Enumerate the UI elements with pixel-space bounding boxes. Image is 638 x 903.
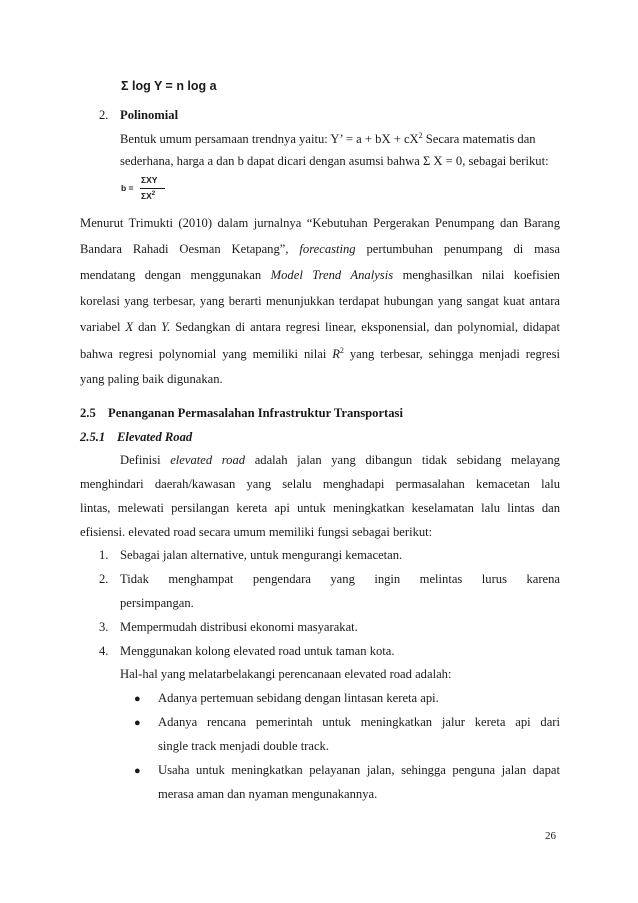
section-number-2-5-1: 2.5.1: [80, 430, 106, 444]
trimukti-6-sup: 2: [339, 346, 344, 355]
polinomial-text-1b: Secara matematis dan: [422, 132, 536, 147]
subsection-title-polinomial: Polinomial: [120, 108, 179, 122]
list-item-text: Sebagai jalan alternative, untuk mengurangi kemacetan.: [120, 548, 403, 562]
trimukti-line-7: yang paling baik digunakan.: [80, 372, 223, 386]
trimukti-line-2: [80, 242, 560, 257]
trimukti-6a: bahwa regresi polynomial yang memiliki nilai: [80, 347, 333, 362]
trimukti-3c: menghasilkan nilai koefisien: [393, 268, 560, 282]
trimukti-line-5: [80, 320, 560, 335]
trimukti-2a: Bandara Rahadi Oesman Ketapang”,: [80, 242, 300, 256]
page-number: 26: [545, 830, 556, 842]
denominator-sup: 2: [151, 191, 156, 198]
formula-sum-log: Σ log Y = n log a: [121, 79, 217, 93]
trimukti-5c: dan: [133, 320, 162, 334]
list-item-number: 2.: [99, 572, 109, 586]
background-intro: Hal-hal yang melatarbelakangi perencanaan elevated road adalah:: [120, 667, 452, 681]
list-item-number: 3.: [99, 620, 109, 634]
polinomial-text-1a: Bentuk umum persamaan trendnya yaitu: Y’ = a + bX + cX: [120, 132, 419, 147]
definisi-line-4: efisiensi. elevated road secara umum memiliki fungsi sebagai berikut:: [80, 525, 433, 539]
section-title-2-5: Penanganan Permasalahan Infrastruktur Transportasi: [108, 406, 403, 420]
bullet-icon: ●: [134, 717, 141, 729]
denominator-text: ΣX: [141, 191, 152, 201]
definisi-1b-italic: elevated road: [170, 453, 246, 467]
bullet-icon: ●: [134, 765, 141, 777]
trimukti-line-1: Menurut Trimukti (2010) dalam jurnalnya “Kebutuhan Pergerakan Penumpang dan Barang: [80, 216, 560, 230]
list-item-number: 1.: [99, 548, 109, 562]
formula-b-numerator: ΣXY: [141, 175, 158, 185]
definisi-line-2: menghindari daerah/kawasan yang selalu menghadapi permasalahan kemacetan lalu: [80, 477, 560, 491]
trimukti-line-6: [80, 346, 560, 362]
section-title-2-5-1: Elevated Road: [117, 430, 193, 444]
trimukti-5a: variabel: [80, 320, 126, 334]
list-number-polinomial: 2.: [99, 108, 109, 122]
definisi-line-1: [120, 453, 560, 468]
polinomial-text-line-2: sederhana, harga a dan b dapat dicari dengan asumsi bahwa Σ X = 0, sebagai berikut:: [120, 154, 549, 168]
bullet-item-text: Adanya rencana pemerintah untuk meningkatkan jalur kereta api dari: [158, 715, 560, 729]
list-item-number: 4.: [99, 644, 109, 658]
definisi-1c: adalah jalan yang dibangun tidak sebidang melayang: [245, 453, 560, 467]
trimukti-5b-italic: X: [125, 320, 134, 334]
bullet-item-text: Adanya pertemuan sebidang dengan lintasan kereta api.: [158, 691, 439, 705]
bullet-item-text-continued: single track menjadi double track.: [158, 739, 330, 753]
trimukti-2c: pertumbuhan penumpang di masa: [355, 242, 560, 256]
trimukti-2b-italic: forecasting: [299, 242, 356, 256]
list-item-text: Mempermudah distribusi ekonomi masyarakat.: [120, 620, 358, 634]
list-item-text: Tidak menghampat pengendara yang ingin melintas lurus karena: [120, 572, 560, 586]
trimukti-line-3: [80, 268, 560, 283]
formula-b-lhs: b =: [121, 183, 134, 193]
formula-b-fraction-bar: [140, 188, 165, 189]
trimukti-5d-italic: Y.: [161, 320, 171, 334]
definisi-line-3: lintas, melewati persilangan kereta api untuk meningkatkan keselamatan lalu lintas dan: [80, 501, 560, 515]
definisi-1a: Definisi: [120, 453, 171, 467]
trimukti-3a: mendatang dengan menggunakan: [80, 268, 271, 282]
list-item-text: Menggunakan kolong elevated road untuk taman kota.: [120, 644, 395, 658]
trimukti-5e: Sedangkan di antara regresi linear, eksponensial, dan polynomial, didapat: [170, 320, 560, 334]
polinomial-text-line-1: [120, 131, 536, 147]
bullet-item-text: Usaha untuk meningkatkan pelayanan jalan, sehingga penguna jalan dapat: [158, 763, 560, 777]
trimukti-6b-italic: R: [332, 347, 340, 362]
section-number-2-5: 2.5: [80, 406, 96, 420]
superscript-2: 2: [418, 131, 423, 140]
trimukti-6c: yang terbesar, sehingga menjadi regresi: [343, 347, 560, 362]
bullet-item-text-continued: merasa aman dan nyaman mengunakannya.: [158, 787, 378, 801]
formula-b-denominator: [141, 191, 155, 201]
bullet-icon: ●: [134, 693, 141, 705]
list-item-text-continued: persimpangan.: [120, 596, 194, 610]
trimukti-3b-italic: Model Trend Analysis: [270, 268, 394, 282]
trimukti-line-4: korelasi yang terbesar, yang berarti menunjukkan terdapat hubungan yang sangat kuat antara: [80, 294, 560, 308]
